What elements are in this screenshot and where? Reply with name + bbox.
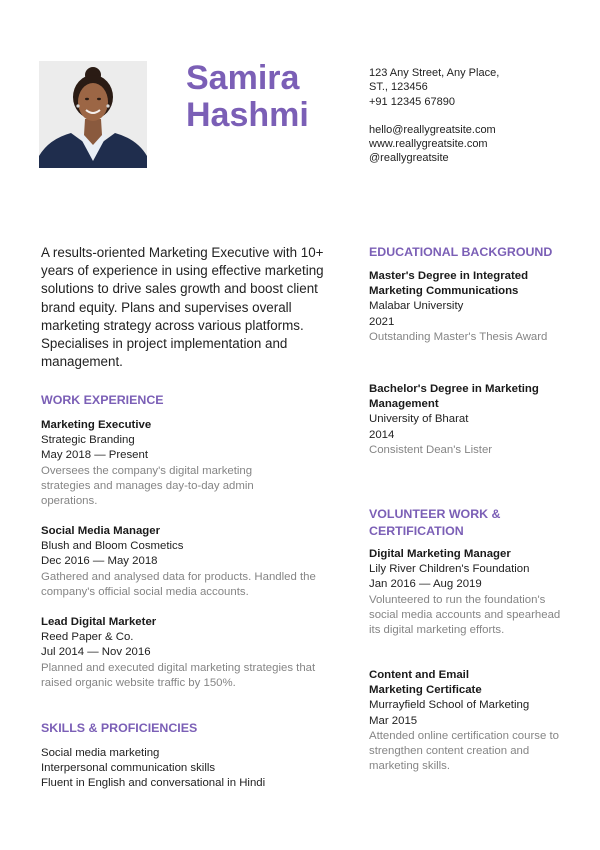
- skills-heading: SKILLS & PROFICIENCIES: [41, 721, 198, 735]
- education-note: Outstanding Master's Thesis Award: [369, 330, 548, 343]
- volunteer-description: Volunteered to run the foundation's social media accounts and spearhead its digital marketing efforts.: [369, 593, 561, 637]
- job-dates: May 2018 — Present: [41, 449, 148, 462]
- volunteer-description: Attended online certification course to strengthen content creation and marketing skills.: [369, 729, 559, 773]
- degree-title: Bachelor's Degree in Marketing Management: [369, 383, 539, 411]
- first-name: Samira: [186, 59, 300, 97]
- job-dates: Jul 2014 — Nov 2016: [41, 646, 151, 659]
- graduation-year: 2014: [369, 428, 395, 441]
- last-name: Hashmi: [186, 96, 309, 134]
- address-line-2: ST., 123456: [369, 81, 428, 94]
- person-name: [186, 60, 309, 134]
- social-handle: @reallygreatsite: [369, 152, 449, 165]
- work-experience-heading: WORK EXPERIENCE: [41, 393, 164, 407]
- skill-item: Fluent in English and conversational in Hindi: [41, 777, 266, 790]
- volunteer-heading-line-1: VOLUNTEER WORK &: [369, 507, 501, 521]
- job-company: Blush and Bloom Cosmetics: [41, 540, 184, 553]
- volunteer-dates: Mar 2015: [369, 714, 418, 727]
- job-company: Reed Paper & Co.: [41, 631, 134, 644]
- job-entry: [41, 524, 331, 600]
- volunteer-org: Murrayfield School of Marketing: [369, 699, 530, 712]
- contact-block: [369, 66, 499, 166]
- volunteer-heading-line-2: CERTIFICATION: [369, 524, 464, 538]
- job-title: Social Media Manager: [41, 525, 161, 537]
- education-entry: [369, 382, 564, 458]
- skill-item: Interpersonal communication skills: [41, 762, 216, 775]
- volunteer-org: Lily River Children's Foundation: [369, 563, 530, 576]
- skill-item: Social media marketing: [41, 747, 160, 759]
- website: www.reallygreatsite.com: [369, 138, 488, 151]
- school-name: Malabar University: [369, 300, 464, 313]
- volunteer-title: Digital Marketing Manager: [369, 548, 511, 560]
- job-title: Lead Digital Marketer: [41, 616, 157, 628]
- education-entry: [369, 269, 564, 345]
- job-description: Planned and executed digital marketing strategies that raised organic website traffic by 150%.: [41, 661, 316, 689]
- phone: +91 12345 67890: [369, 95, 455, 108]
- job-description: Gathered and analysed data for products. Handled the company's official social media accounts.: [41, 570, 316, 598]
- address-line-1: 123 Any Street, Any Place,: [369, 67, 500, 79]
- volunteer-heading: [369, 506, 500, 540]
- education-heading: EDUCATIONAL BACKGROUND: [369, 245, 553, 259]
- job-description: Oversees the company's digital marketing strategies and manages day-to-day admin operations.: [41, 464, 254, 508]
- volunteer-entry: [369, 668, 564, 774]
- degree-title: Master's Degree in Integrated Marketing Communications: [369, 270, 529, 298]
- volunteer-entry: [369, 547, 564, 638]
- email: hello@reallygreatsite.com: [369, 123, 496, 136]
- summary: A results-oriented Marketing Executive with 10+ years of experience in using effective marketing solutions to drive sales growth and boost client brand equity. Plans and supervises overall marketing strategy across various platforms. Specialises in project implementation and management.: [41, 245, 324, 370]
- job-entry: [41, 615, 331, 691]
- education-note: Consistent Dean's Lister: [369, 443, 493, 456]
- job-company: Strategic Branding: [41, 434, 135, 447]
- certificate-title-line-2: Marketing Certificate: [369, 684, 482, 697]
- job-entry: [41, 418, 331, 509]
- volunteer-dates: Jan 2016 — Aug 2019: [369, 578, 482, 591]
- school-name: University of Bharat: [369, 413, 469, 426]
- skills-list: [41, 746, 331, 792]
- profile-photo: [39, 61, 147, 168]
- portrait-image: [39, 61, 147, 168]
- job-dates: Dec 2016 — May 2018: [41, 555, 158, 568]
- certificate-title-line-1: Content and Email: [369, 669, 469, 681]
- graduation-year: 2021: [369, 315, 395, 328]
- job-title: Marketing Executive: [41, 419, 152, 431]
